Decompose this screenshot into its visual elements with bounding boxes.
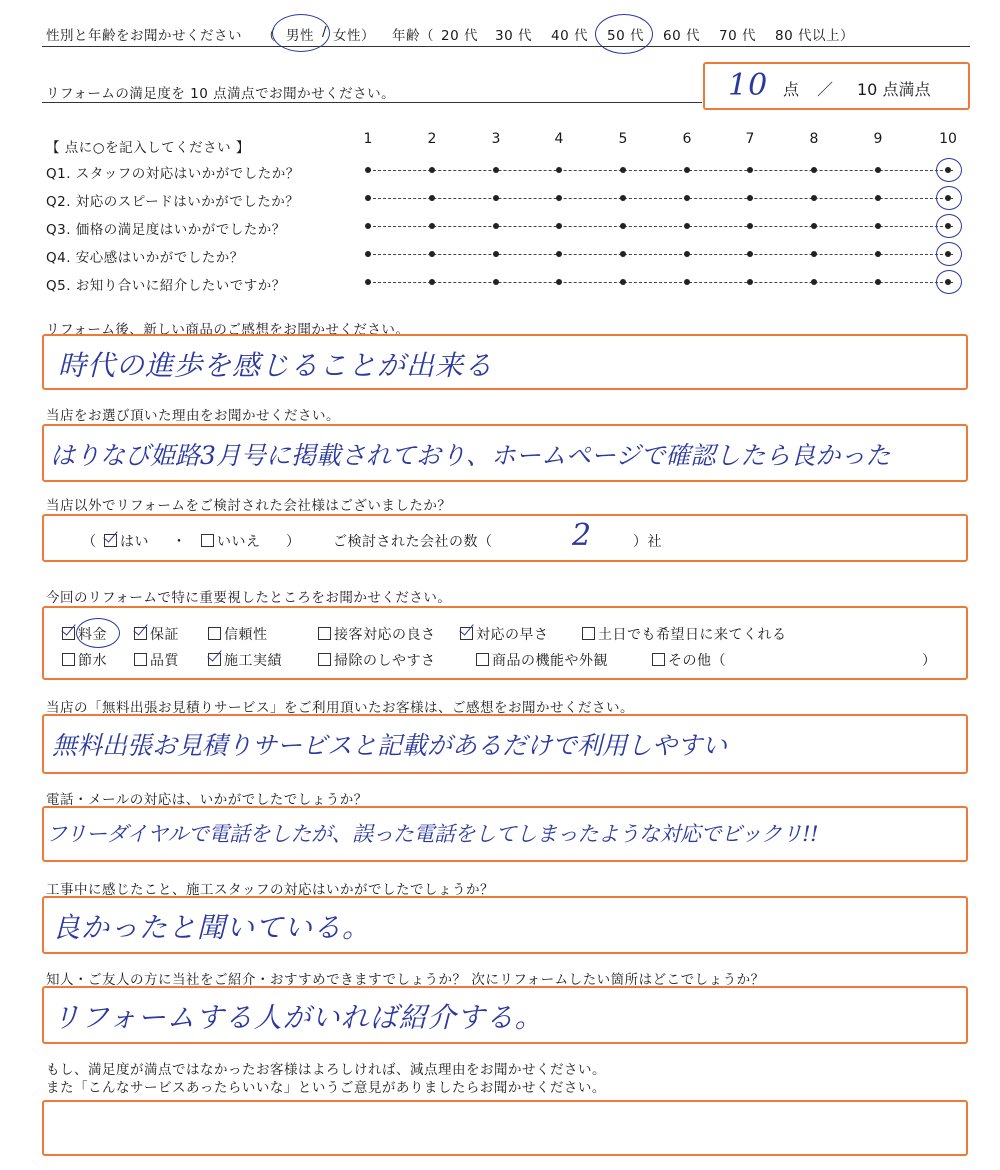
construction-answer: 良かったと聞いている。: [52, 911, 372, 944]
scale-number: 3: [491, 131, 501, 147]
rating-point[interactable]: [875, 195, 881, 201]
priority-option[interactable]: [134, 650, 179, 670]
age-option-30[interactable]: 30 代: [495, 28, 532, 44]
priority-label: 対応の早さ: [476, 627, 549, 643]
priority-option[interactable]: [208, 650, 282, 670]
rating-point[interactable]: [811, 279, 817, 285]
rating-point[interactable]: [684, 167, 690, 173]
priority-label: その他（: [668, 653, 726, 669]
gender-option-male[interactable]: 男性: [286, 28, 314, 44]
company-count-label: ご検討された会社の数（: [333, 534, 493, 550]
priority-option[interactable]: [318, 650, 436, 670]
rating-point[interactable]: [875, 167, 881, 173]
rating-point[interactable]: [684, 195, 690, 201]
question-row: [0, 214, 1000, 240]
rating-point[interactable]: [365, 195, 371, 201]
rating-point[interactable]: [875, 279, 881, 285]
rating-point[interactable]: [556, 251, 562, 257]
question-row: [0, 270, 1000, 296]
question-row: [0, 158, 1000, 184]
score-unit: 点: [783, 80, 800, 99]
rating-answer-circle: [936, 214, 962, 238]
rating-point[interactable]: [620, 279, 626, 285]
priority-fee-circle: [76, 618, 120, 648]
priority-label: 土日でも希望日に来てくれる: [598, 627, 787, 643]
rating-point[interactable]: [556, 167, 562, 173]
rating-point[interactable]: [429, 223, 435, 229]
priority-option[interactable]: [652, 650, 726, 670]
priority-checkbox[interactable]: [318, 627, 331, 640]
priority-option[interactable]: [460, 624, 549, 644]
score-slash: ／: [817, 80, 834, 99]
question-label: Q4. 安心感はいかがでしたか？: [46, 250, 244, 266]
rating-point[interactable]: [811, 167, 817, 173]
question-label: Q1. スタッフの対応はいかがでしたか？: [46, 166, 300, 182]
company-count-value[interactable]: 2: [572, 518, 593, 553]
scale-number: 2: [427, 131, 437, 147]
scale-number: 9: [873, 131, 883, 147]
rating-point[interactable]: [493, 251, 499, 257]
rating-dotted-line: [368, 170, 953, 171]
priority-option[interactable]: [134, 624, 179, 644]
other-companies-no[interactable]: いいえ: [201, 531, 261, 551]
rating-point[interactable]: [684, 223, 690, 229]
scale-number: 7: [745, 131, 755, 147]
age-option-60[interactable]: 60 代: [663, 28, 700, 44]
rating-point[interactable]: [429, 279, 435, 285]
impression-question: リフォーム後、新しい商品のご感想をお聞かせください。: [46, 322, 410, 338]
rating-point[interactable]: [365, 279, 371, 285]
rating-point[interactable]: [493, 195, 499, 201]
rating-point[interactable]: [365, 223, 371, 229]
scale-number: 1: [363, 131, 373, 147]
priority-label: 掃除のしやすさ: [334, 653, 436, 669]
phone-mail-question: 電話・メールの対応は、いかがでしたでしょうか？: [46, 792, 368, 808]
scale-number: 6: [682, 131, 692, 147]
rating-point[interactable]: [747, 167, 753, 173]
rating-point[interactable]: [429, 195, 435, 201]
reason-answer: はりなび姫路3月号に掲載されており、ホームページで確認したら良かった: [50, 441, 891, 470]
age-option-40[interactable]: 40 代: [551, 28, 588, 44]
company-count-suffix: ）社: [633, 534, 662, 550]
priorities-question: 今回のリフォームで特に重要視したところをお聞かせください。: [46, 590, 452, 606]
rating-point[interactable]: [556, 223, 562, 229]
rating-point[interactable]: [811, 223, 817, 229]
priority-option[interactable]: [62, 650, 107, 670]
scale-number: 5: [618, 131, 628, 147]
rating-point[interactable]: [747, 251, 753, 257]
rating-point[interactable]: [493, 223, 499, 229]
priorities-other-close: ）: [922, 653, 937, 669]
reason-question: 当店をお選び頂いた理由をお聞かせください。: [46, 408, 340, 424]
scale-number: 8: [809, 131, 819, 147]
deduction-question-line1: もし、満足度が満点ではなかったお客様はよろしければ、減点理由をお聞かせください。: [46, 1062, 606, 1078]
gender-age-label: 性別と年齢をお聞かせください: [46, 28, 242, 44]
age-option-70[interactable]: 70 代: [719, 28, 756, 44]
priority-option[interactable]: [208, 624, 268, 644]
other-companies-question: 当店以外でリフォームをご検討された会社様はございましたか？: [46, 498, 452, 514]
priority-label: 商品の機能や外観: [492, 653, 608, 669]
rating-answer-circle: [936, 242, 962, 266]
priority-checkbox[interactable]: [134, 653, 147, 666]
construction-question: 工事中に感じたこと、施工スタッフの対応はいかがでしたでしょうか？: [46, 882, 494, 898]
age-option-80[interactable]: 80 代以上）: [775, 28, 854, 44]
yes-checkbox[interactable]: [104, 534, 117, 547]
priority-checkbox[interactable]: [208, 627, 221, 640]
impression-answer: 時代の進歩を感じることが出来る: [58, 349, 494, 382]
rating-point[interactable]: [747, 223, 753, 229]
rating-dotted-line: [368, 282, 953, 283]
question-label: Q2. 対応のスピードはいかがでしたか？: [46, 194, 300, 210]
satisfaction-rule: [42, 102, 702, 103]
rating-point[interactable]: [556, 195, 562, 201]
question-row: [0, 242, 1000, 268]
deduction-answer-box[interactable]: [42, 1100, 968, 1156]
score-value[interactable]: 10: [728, 68, 769, 103]
priority-label: 施工実績: [224, 653, 282, 669]
rating-answer-circle: [936, 186, 962, 210]
rating-dotted-line: [368, 198, 953, 199]
age-label: 年齢（: [392, 28, 434, 44]
rating-point[interactable]: [493, 279, 499, 285]
question-label: Q5. お知り合いに紹介したいですか？: [46, 278, 286, 294]
rating-point[interactable]: [811, 195, 817, 201]
rating-point[interactable]: [556, 279, 562, 285]
priority-checkbox[interactable]: [62, 627, 75, 640]
estimate-question: 当店の「無料出張お見積りサービス」をご利用頂いたお客様は、ご感想をお聞かせください。: [46, 700, 634, 716]
rating-answer-circle: [936, 158, 962, 182]
rating-point[interactable]: [747, 195, 753, 201]
priority-checkbox[interactable]: [62, 653, 75, 666]
rating-point[interactable]: [684, 251, 690, 257]
rating-point[interactable]: [429, 167, 435, 173]
priority-option[interactable]: [582, 624, 787, 644]
rating-point[interactable]: [620, 167, 626, 173]
rating-dotted-line: [368, 226, 953, 227]
gender-option-female[interactable]: 女性）: [333, 28, 375, 44]
rating-point[interactable]: [620, 251, 626, 257]
priority-checkbox[interactable]: [208, 653, 221, 666]
age-option-50[interactable]: 50 代: [607, 28, 644, 44]
priority-checkbox[interactable]: [476, 653, 489, 666]
priority-checkbox[interactable]: [582, 627, 595, 640]
age-option-20[interactable]: 20 代: [441, 28, 478, 44]
age-selection-circle: [595, 14, 653, 54]
priority-checkbox[interactable]: [460, 627, 473, 640]
rating-dotted-line: [368, 254, 953, 255]
priority-label: 信頼性: [224, 627, 268, 643]
rating-point[interactable]: [620, 223, 626, 229]
deduction-question-line2: また「こんなサービスあったらいいな」というご意見がありましたらお聞かせください。: [46, 1080, 606, 1096]
other-companies-open-paren: （: [82, 534, 97, 550]
priority-label: 品質: [150, 653, 179, 669]
other-companies-dot: ・: [172, 534, 187, 550]
priority-label: 料金: [78, 627, 107, 643]
gender-separator: /: [322, 24, 328, 40]
rating-point[interactable]: [747, 279, 753, 285]
phone-mail-answer: フリーダイヤルで電話をしたが、誤った電話をしてしまったような対応でビックリ!!: [46, 822, 819, 846]
rating-point[interactable]: [620, 195, 626, 201]
estimate-answer: 無料出張お見積りサービスと記載があるだけで利用しやすい: [52, 731, 728, 760]
question-row: [0, 186, 1000, 212]
priority-label: 節水: [78, 653, 107, 669]
rating-point[interactable]: [493, 167, 499, 173]
referral-question: 知人・ご友人の方に当社をご紹介・おすすめできますでしょうか？ 次にリフォームしたい箇所はどこでしょうか？: [46, 972, 765, 988]
other-companies-close-paren: ）: [286, 534, 301, 550]
satisfaction-label: リフォームの満足度を 10 点満点でお聞かせください。: [46, 86, 396, 102]
rating-point[interactable]: [429, 251, 435, 257]
referral-answer: リフォームする人がいれば紹介する。: [52, 1001, 544, 1034]
priority-checkbox[interactable]: [652, 653, 665, 666]
priority-label: 接客対応の良さ: [334, 627, 436, 643]
rating-point[interactable]: [811, 251, 817, 257]
rating-point[interactable]: [365, 251, 371, 257]
priority-checkbox[interactable]: [318, 653, 331, 666]
scale-number: 4: [554, 131, 564, 147]
priority-checkbox[interactable]: [134, 627, 147, 640]
score-max: 10 点満点: [857, 80, 931, 99]
header-rule: [42, 46, 970, 47]
rating-point[interactable]: [875, 223, 881, 229]
priority-label: 保証: [150, 627, 179, 643]
rating-point[interactable]: [684, 279, 690, 285]
rating-point[interactable]: [365, 167, 371, 173]
scale-number: 10: [939, 131, 957, 147]
priority-option[interactable]: [318, 624, 436, 644]
priority-option[interactable]: [476, 650, 608, 670]
question-label: Q3. 価格の満足度はいかがでしたか？: [46, 222, 286, 238]
gender-open-paren: （: [262, 28, 276, 44]
other-companies-yes[interactable]: はい: [104, 531, 149, 551]
rating-answer-circle: [936, 270, 962, 294]
rating-instruction: 【 点に○を記入してください 】: [46, 140, 250, 156]
no-checkbox[interactable]: [201, 534, 214, 547]
rating-point[interactable]: [875, 251, 881, 257]
